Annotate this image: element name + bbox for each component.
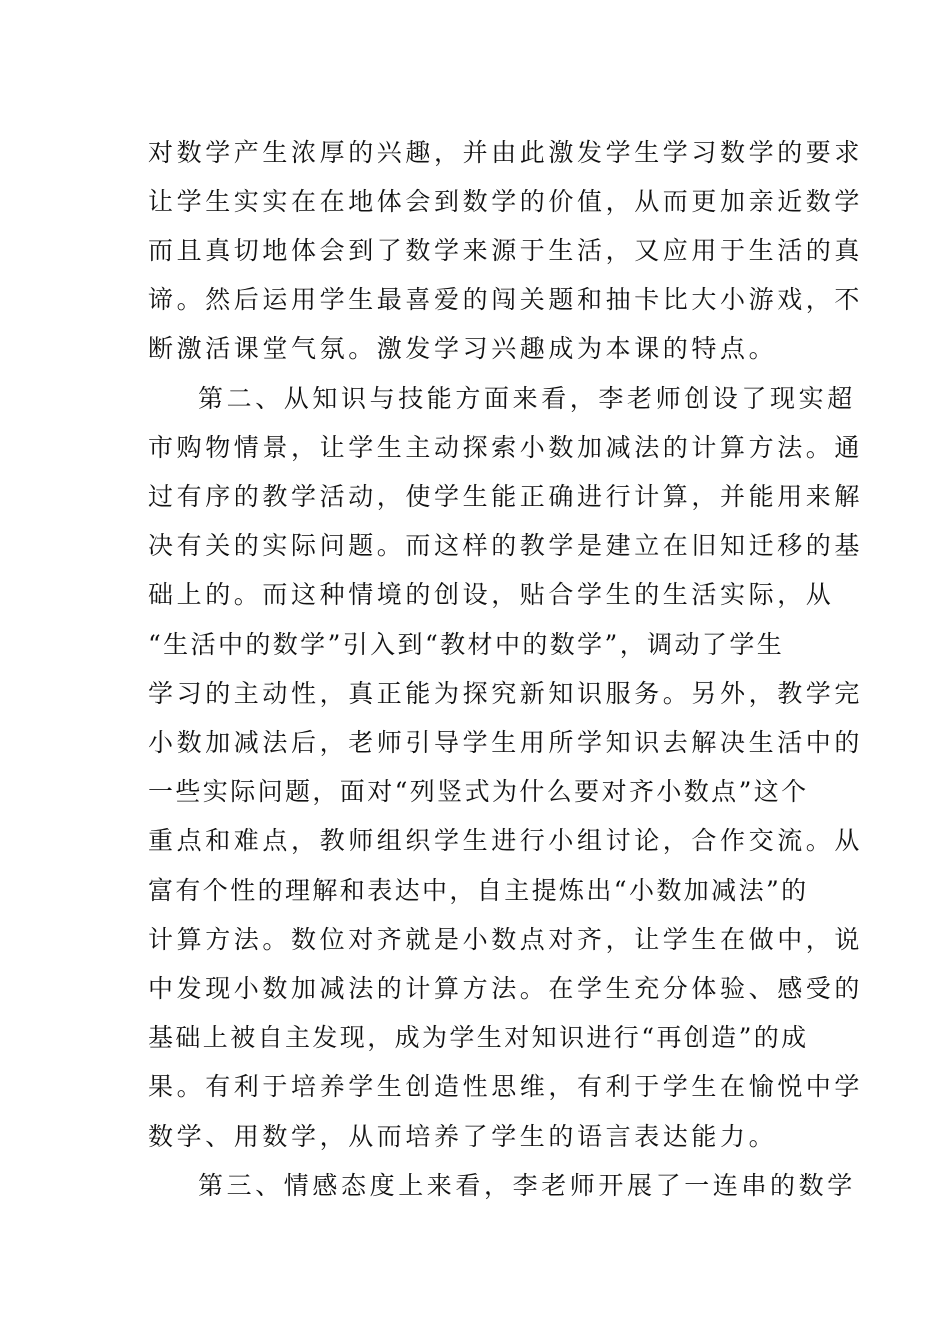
text-line: 断激活课堂气氛。激发学习兴趣成为本课的特点。 [148, 334, 778, 363]
text-line: 础上的。而这种情境的创设，贴合学生的生活实际，从 [148, 580, 835, 609]
text-line: 果。有利于培养学生创造性思维，有利于学生在愉悦中学 [148, 1072, 864, 1101]
text-line: 计算方法。数位对齐就是小数点对齐，让学生在做中，说 [148, 925, 864, 954]
text-line: 学习的主动性，真正能为探究新知识服务。另外，教学完 [148, 679, 864, 708]
text-line: 富有个性的理解和表达中，自主提炼出“小数加减法”的 [148, 876, 809, 905]
text-line: 小数加减法后，老师引导学生用所学知识去解决生活中的 [148, 728, 864, 757]
text-line: “生活中的数学”引入到“教材中的数学”，调动了学生 [148, 630, 785, 659]
text-line: 市购物情景，让学生主动探索小数加减法的计算方法。通 [148, 433, 864, 462]
text-line: 决有关的实际问题。而这样的教学是建立在旧知迁移的基 [148, 531, 864, 560]
text-line: 过有序的教学活动，使学生能正确进行计算，并能用来解 [148, 482, 864, 511]
text-line: 谛。然后运用学生最喜爱的闯关题和抽卡比大小游戏，不 [148, 285, 864, 314]
text-line: 数学、用数学，从而培养了学生的语言表达能力。 [148, 1122, 778, 1151]
text-line: 中发现小数加减法的计算方法。在学生充分体验、感受的 [148, 974, 864, 1003]
text-line: 而且真切地体会到了数学来源于生活，又应用于生活的真 [148, 236, 864, 265]
text-line: 让学生实实在在地体会到数学的价值，从而更加亲近数学 [148, 187, 864, 216]
text-line: 一些实际问题，面对“列竖式为什么要对齐小数点”这个 [148, 777, 809, 806]
paragraph-start-line: 第三、情感态度上来看，李老师开展了一连串的数学 [198, 1171, 856, 1200]
text-line: 重点和难点，教师组织学生进行小组讨论，合作交流。从 [148, 826, 864, 855]
text-line: 对数学产生浓厚的兴趣，并由此激发学生学习数学的要求 [148, 138, 864, 167]
text-line: 基础上被自主发现，成为学生对知识进行“再创造”的成 [148, 1023, 809, 1052]
paragraph-start-line: 第二、从知识与技能方面来看，李老师创设了现实超 [198, 384, 856, 413]
